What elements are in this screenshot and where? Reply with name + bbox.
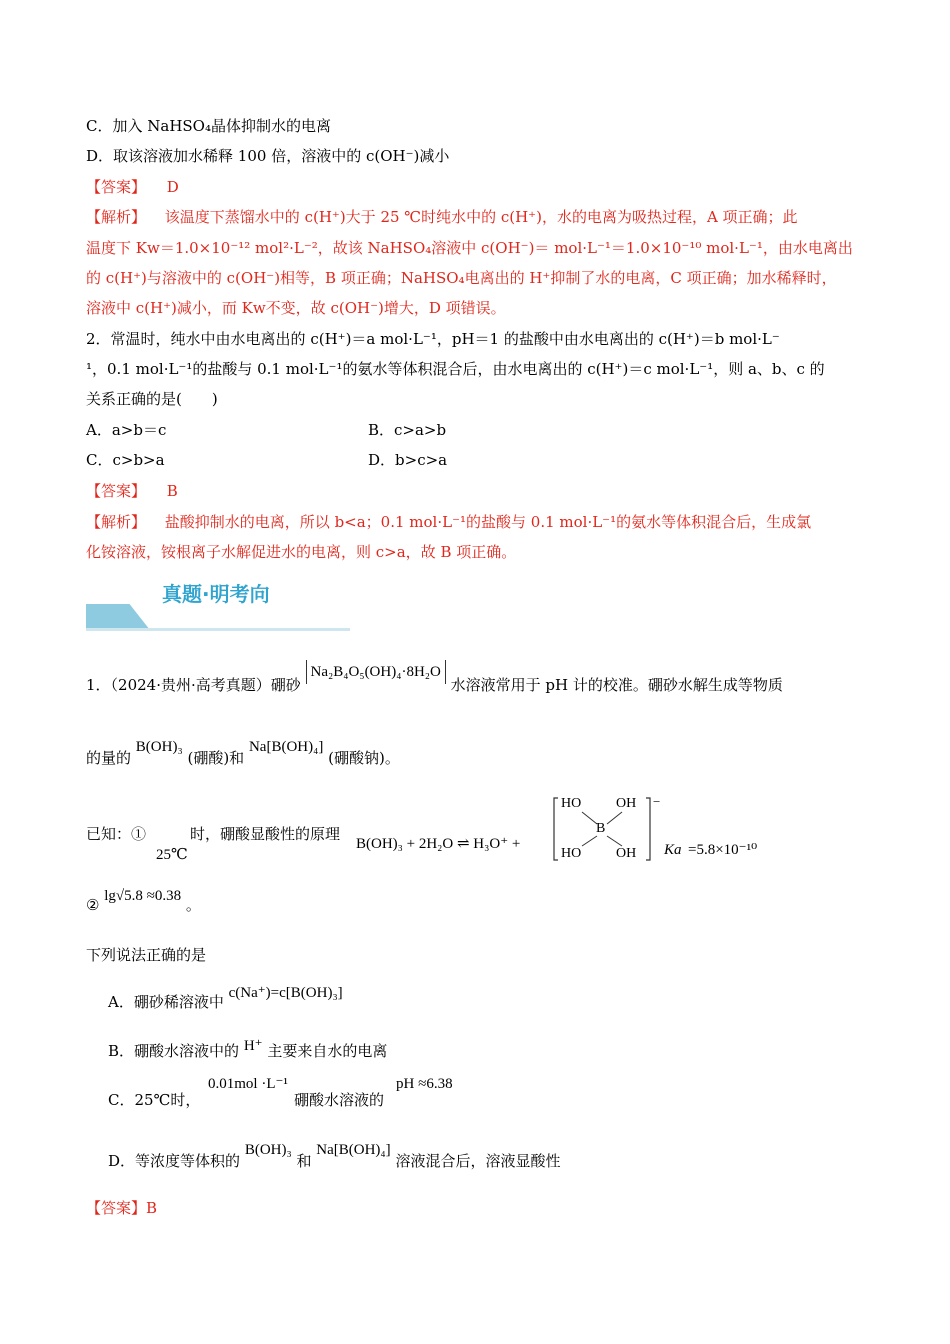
q3-option-b xyxy=(108,1038,388,1062)
option-d-boric-acid: B(OH)₃ xyxy=(244,1142,292,1158)
boric-acid-formula: B(OH)₃ xyxy=(135,739,183,755)
sodium-borate-formula: Na[B(OH)₄] xyxy=(248,739,324,755)
complex-oh-bottom: OH xyxy=(616,846,637,861)
q2-analysis-line-1 xyxy=(86,512,811,532)
q3-line-2 xyxy=(86,739,400,769)
prev-analysis-line-2: 温度下 Kw＝1.0×10⁻¹² mol²·L⁻²，故该 NaHSO₄溶液中 c(OH⁻)＝ mol·L⁻¹＝1.0×10⁻¹⁰ mol·L⁻¹，由水电离出 xyxy=(86,239,853,257)
answer-value: B xyxy=(146,1199,158,1217)
q3-question: 下列说法正确的是 xyxy=(86,946,207,964)
q3-option-d xyxy=(108,1142,561,1172)
option-c-mid: 硼酸水溶液的 xyxy=(294,1091,385,1109)
option-d-suffix: 溶液混合后，溶液显酸性 xyxy=(395,1152,561,1170)
answer-value: B xyxy=(166,482,178,500)
option-b-suffix: 主要来自水的电离 xyxy=(267,1042,388,1060)
borax-formula: Na₂B₄O₅(OH)₄·8H₂O xyxy=(306,660,446,684)
prev-option-d: D．取该溶液加水稀释 100 倍，溶液中的 c(OH⁻)减小 xyxy=(86,147,450,165)
prev-analysis-line-3: 的 c(H⁺)与溶液中的 c(OH⁻)相等，B 项正确；NaHSO₄电离出的 H⁺抑制了水的电离，C 项正确；加水稀释时， xyxy=(86,269,837,287)
section-decor-bar xyxy=(86,604,150,630)
known2-expression: lg√5.8 ≈0.38 xyxy=(104,888,182,904)
known-temp: 25℃ xyxy=(156,847,188,863)
q3-line1-suffix: 水溶液常用于 pH 计的校准。硼砂水解生成等物质 xyxy=(450,676,783,694)
q2-answer xyxy=(86,481,178,501)
answer-value: D xyxy=(166,178,179,196)
q3-line2-mid: (硼酸)和 xyxy=(187,749,245,767)
known-2 xyxy=(86,888,201,916)
option-d-sodium-borate: Na[B(OH)₄] xyxy=(316,1142,391,1158)
complex-oh-top: OH xyxy=(616,796,637,811)
q3-line1-prefix: 1．（2024·贵州·高考真题）硼砂 xyxy=(86,676,301,694)
q2-option-d: D．b>c>a xyxy=(368,451,448,469)
complex-ho-top: HO xyxy=(561,796,582,811)
known2-prefix: ② xyxy=(86,896,100,914)
section-underline xyxy=(86,628,350,631)
q3-line-1 xyxy=(86,664,783,698)
q3-option-a xyxy=(108,985,343,1013)
borate-complex xyxy=(552,796,652,862)
answer-label: 【答案】 xyxy=(86,1199,147,1217)
known2-suffix: 。 xyxy=(185,896,201,914)
q2-stem-line-2: ¹，0.1 mol·L⁻¹的盐酸与 0.1 mol·L⁻¹的氨水等体积混合后，由水电离出的 c(H⁺)＝c mol·L⁻¹，则 a、b、c 的 xyxy=(86,360,825,378)
q2-option-b: B．c>a>b xyxy=(368,421,447,439)
q3-answer xyxy=(86,1198,157,1218)
q3-line2-prefix: 的量的 xyxy=(86,749,132,767)
complex-charge: − xyxy=(653,794,661,809)
option-d-prefix: D．等浓度等体积的 xyxy=(108,1152,241,1170)
analysis-label: 【解析】 xyxy=(86,208,147,226)
prev-option-c: C．加入 NaHSO₄晶体抑制水的电离 xyxy=(86,117,331,135)
q3-line2-suffix: (硼酸钠)。 xyxy=(328,749,400,767)
prev-analysis-line-4: 溶液中 c(H⁺)减小，而 Kw不变，故 c(OH⁻)增大，D 项错误。 xyxy=(86,299,506,317)
option-c-prefix: C．25℃时， xyxy=(108,1091,201,1109)
complex-ho-bottom: HO xyxy=(561,846,582,861)
q3-option-c xyxy=(108,1090,200,1110)
option-b-ion: H⁺ xyxy=(243,1038,263,1054)
equation-left: B(OH)₃ + 2H₂O ⇌ H₃O⁺ + xyxy=(356,836,521,852)
analysis-label: 【解析】 xyxy=(86,513,147,531)
option-a-prefix: A．硼砂稀溶液中 xyxy=(108,993,224,1011)
known-1-prefix: 已知：① xyxy=(86,825,147,843)
section-title: 真题·明考向 xyxy=(162,582,270,606)
option-b-prefix: B．硼酸水溶液中的 xyxy=(108,1042,240,1060)
option-c-concentration: 0.01mol ·L⁻¹ xyxy=(208,1076,288,1092)
prev-analysis-line-1 xyxy=(86,207,798,227)
option-c-ph: pH ≈6.38 xyxy=(396,1076,453,1092)
q2-analysis-line-2: 化铵溶液，铵根离子水解促进水的电离，则 c>a，故 B 项正确。 xyxy=(86,543,517,561)
ka-value: =5.8×10⁻¹⁰ xyxy=(688,842,758,858)
prev-answer xyxy=(86,177,179,197)
option-d-mid: 和 xyxy=(296,1152,312,1170)
analysis-text: 盐酸抑制水的电离，所以 b<a；0.1 mol·L⁻¹的盐酸与 0.1 mol·L⁻¹的氨水等体积混合后，生成氯 xyxy=(164,513,812,531)
ka-label: Ka xyxy=(664,842,682,858)
q2-stem-line-3: 关系正确的是( ) xyxy=(86,390,218,408)
q2-option-a: A．a>b＝c xyxy=(86,421,167,439)
answer-label: 【答案】 xyxy=(86,482,147,500)
known-1-mid: 时，硼酸显酸性的原理 xyxy=(190,825,341,843)
option-a-expression: c(Na⁺)=c[B(OH)₃] xyxy=(228,985,343,1001)
complex-boron: B xyxy=(596,821,606,836)
q2-stem-line-1: 2．常温时，纯水中由水电离出的 c(H⁺)＝a mol·L⁻¹，pH＝1 的盐酸中由水电离出的 c(H⁺)＝b mol·L⁻ xyxy=(86,330,780,348)
answer-label: 【答案】 xyxy=(86,178,147,196)
q2-option-c: C．c>b>a xyxy=(86,451,165,469)
analysis-text: 该温度下蒸馏水中的 c(H⁺)大于 25 ℃时纯水中的 c(H⁺)，水的电离为吸热过程，A 项正确；此 xyxy=(164,208,798,226)
